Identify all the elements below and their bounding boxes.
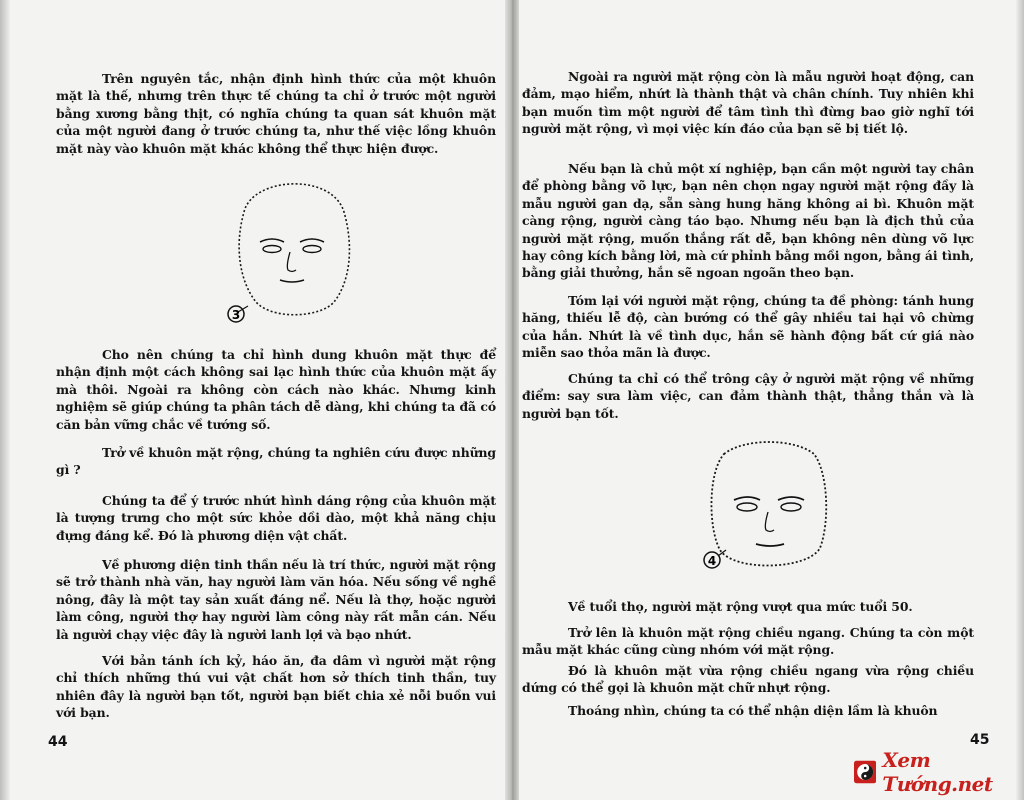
paragraph: Nếu bạn là chủ một xí nghiệp, bạn cần một người tay chân để phòng bằng võ lực, bạn nên chọn ngay người mặt rộng đầy là mẫu người gan dạ, sẵn sàng hung hăng không ai bì. Khuôn mặt càng rộng, người càng táo bạo. Nhưng nếu bạn là địch thủ của người mặt rộng, muốn thắng rất dễ, bạn không nên dùng võ lực hay công kích bằng lời, mà cứ phỉnh bằng mồi ngon, bằng ái tình, bằng giải thưởng, hắn sẽ ngoan ngoãn theo bạn. <box>522 161 974 281</box>
page-number: 44 <box>48 734 68 750</box>
paragraph: Trở về khuôn mặt rộng, chúng ta nghiên cứu được những gì ? <box>56 445 496 478</box>
paragraph: Chúng ta chỉ có thể trông cậy ở người mặt rộng về những điểm: say sưa làm việc, can đảm thành thật, thẳng thắn và là người bạn tốt. <box>522 371 974 421</box>
paragraph: Đó là khuôn mặt vừa rộng chiều ngang vừa rộng chiều dứng có thể gọi là khuôn mặt chữ nhựt rộng. <box>522 663 974 696</box>
page-number: 45 <box>970 732 990 748</box>
paragraph: Thoáng nhìn, chúng ta có thể nhận diện lầm là khuôn <box>568 703 938 718</box>
paragraph: Tóm lại với người mặt rộng, chúng ta đề phòng: tánh hung hăng, thiếu lễ độ, càn bướng có thể gây nhiều tai hại vô chừng của hắn. Nhứt là về tình dục, hắn sẽ hành động bất cứ giá nào miễn sao thỏa mãn là được. <box>522 293 974 361</box>
paragraph: Trở lên là khuôn mặt rộng chiều ngang. Chúng ta còn một mẫu mặt khác cũng cùng nhóm với mặt rộng. <box>522 625 974 658</box>
site-watermark <box>854 748 1014 796</box>
paragraph: Ngoài ra người mặt rộng còn là mẫu người hoạt động, can đảm, mạo hiểm, nhứt là thành thật và chân chính. Tuy nhiên khi bạn muốn tìm một người để tâm tình thì đừng bao giờ nghĩ tới người mặt rộng, vì mọi việc kín đáo của bạn sẽ bị tiết lộ. <box>522 69 974 137</box>
watermark-text: Xem Tướng.net <box>882 748 993 796</box>
face-illustration-4 <box>694 432 842 582</box>
right-page <box>512 0 1024 800</box>
paragraph: Cho nên chúng ta chỉ hình dung khuôn mặt thực để nhận định một cách không sai lạc hình thức của khuôn mặt ấy mà thôi. Ngoài ra không còn cách nào khác. Nhưng kinh nghiệm sẽ giúp chúng ta phân tách dễ dàng, khi chúng ta đã có căn bản vững chắc về tướng số. <box>56 347 496 432</box>
paragraph: Về tuổi thọ, người mặt rộng vượt qua mức tuổi 50. <box>568 599 913 614</box>
figure-label: 4 <box>707 554 717 568</box>
paragraph: Về phương diện tinh thần nếu là trí thức, người mặt rộng sẽ trở thành nhà văn, hay người làm văn hóa. Nếu sống về nghề nông, đây là một tay sản xuất đáng nể. Nếu là thợ, hoặc người làm công, người thợ hay người làm công này rất mẫn cán. Nếu là người chạy việc đây là người lanh lợi và bạo nhứt. <box>56 557 496 642</box>
paragraph: Chúng ta để ý trước nhứt hình dáng rộng của khuôn mặt là tượng trưng cho một sức khỏe dồi dào, một khả năng chịu đựng đáng kể. Đó là phương diện vật chất. <box>56 493 496 543</box>
face-illustration-3 <box>222 172 362 327</box>
paragraph: Với bản tánh ích kỷ, háo ăn, đa dâm vì người mặt rộng chỉ thích những thú vui vật chất hơn sở thích tinh thần, tuy nhiên đây là người bạn tốt, người bạn biết chia xẻ nỗi buồn vui với bạn. <box>56 653 496 721</box>
paragraph: Trên nguyên tắc, nhận định hình thức của một khuôn mặt là thế, nhưng trên thực tế chúng ta chỉ ở trước một người bằng xương bằng thịt, có nghĩa chúng ta quan sát khuôn mặt của một người đang ở trước chúng ta, như thế việc lồng khuôn mặt này vào khuôn mặt khác không thể thực hiện được. <box>56 71 496 156</box>
figure-label: 3 <box>231 308 241 322</box>
yin-yang-icon <box>854 758 876 786</box>
